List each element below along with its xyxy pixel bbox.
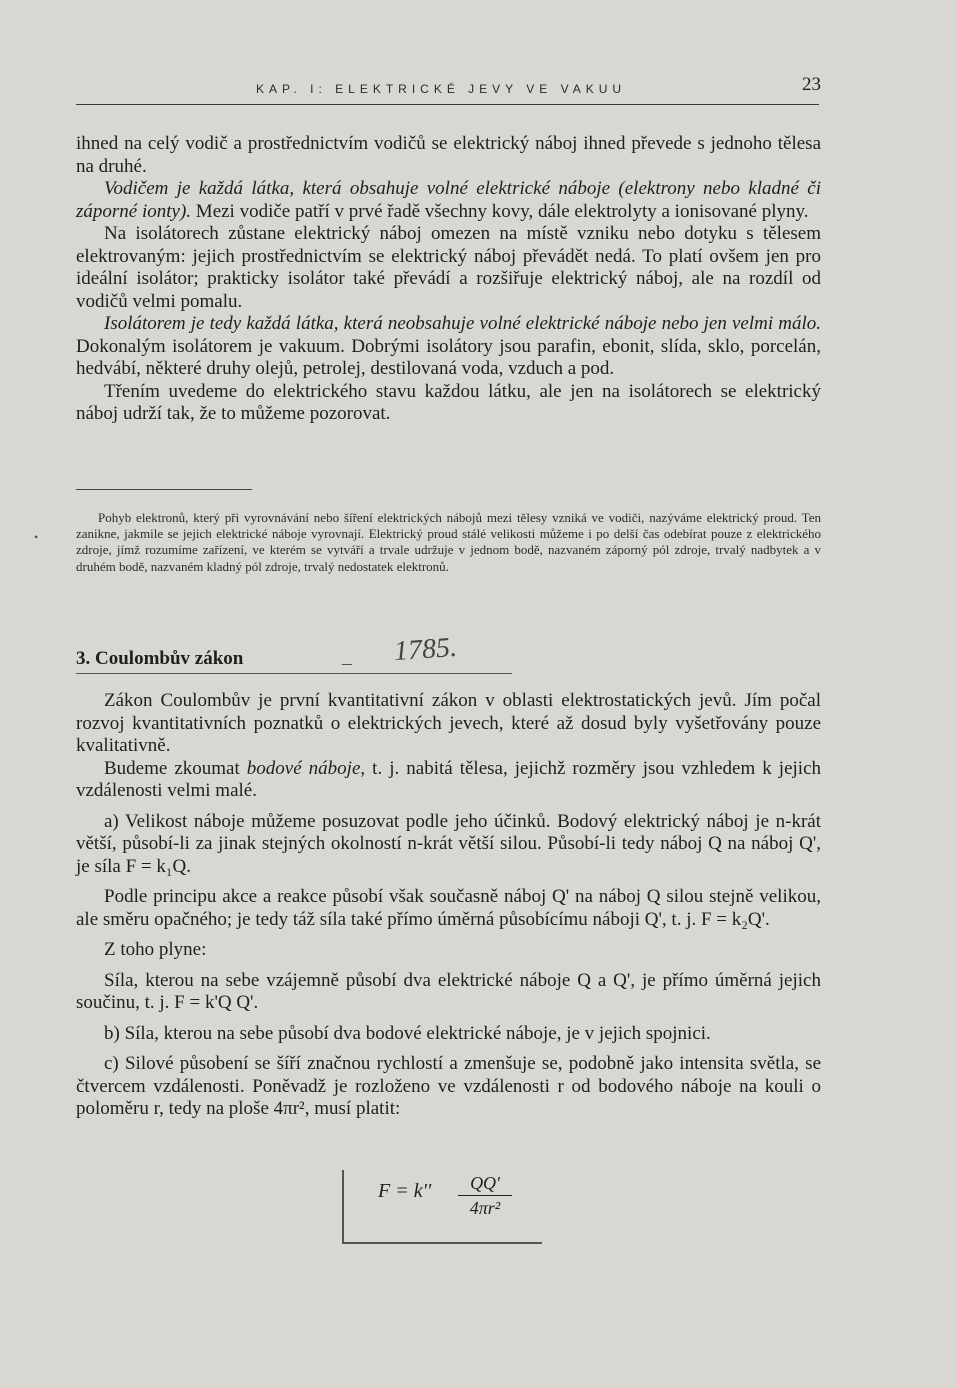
page-number: 23 — [802, 74, 821, 95]
formula-lhs: F = k'' — [378, 1180, 432, 1202]
pencil-annotation-year: 1785. — [392, 631, 458, 668]
paragraph-text: Dokonalým isolátorem je vakuum. Dobrými isolátory jsou parafin, ebonit, slída, sklo, porcelán, hedvábí, některé druhy olejů, petrolej, destilovaná voda, vzduch a pod. — [76, 335, 821, 379]
section-title: 3. Coulombův zákon — [76, 648, 244, 669]
paragraph: ihned na celý vodič a prostřednictvím vodičů se elektrický náboj ihned převede s jednoho tělesa na druhé. — [76, 133, 821, 177]
paragraph: a) Velikost náboje můžeme posuzovat podle jeho účinků. Bodový elektrický náboj je n-krát větší, působí-li za jinak stejných okolností n-krát větší silou. Působí-li tedy náboj Q na náboj Q', je síla F = k₁Q. — [76, 810, 821, 877]
margin-mark: • — [34, 530, 39, 544]
pencil-annotation-dash: – — [342, 652, 352, 674]
paragraph — [76, 758, 821, 803]
paragraph: Z toho plyne: — [104, 939, 207, 960]
paragraph: c) Silové působení se šíří značnou rychlostí a zmenšuje se, podobně jako intensita světla, se čtvercem vzdálenosti. Poněvadž je rozloženo ve vzdálenosti r od bodového náboje na kouli o poloměru r, tedy na ploše 4πr², musí platit: — [76, 1053, 821, 1119]
upper-text-block — [76, 133, 821, 426]
formula-denominator: 4πr² — [469, 1198, 501, 1218]
section-underline — [76, 673, 512, 674]
notes-divider — [76, 489, 252, 490]
term-emphasis: bodové náboje — [246, 757, 361, 779]
paragraph — [76, 178, 821, 223]
paragraph: Zákon Coulombův je první kvantitativní zákon v oblasti elektrostatických jevů. Jím počal rozvoj kvantitativních poznatků o elektrických jevech, které až dosud byly vyšetřovány pouze kvalitativně. — [76, 690, 821, 756]
lower-text-block — [76, 690, 821, 1121]
paragraph: b) Síla, kterou na sebe působí dva bodové elektrické náboje, je v jejich spojnici. — [104, 1022, 711, 1044]
paragraph: Třením uvedeme do elektrického stavu každou látku, ale jen na isolátorech se elektrický náboj udrží tak, že to můžeme pozorovat. — [76, 380, 821, 424]
paragraph-text: , t. j. nabitá tělesa, jejichž rozměry jsou vzhledem k jejich vzdálenosti velmi malé. — [76, 757, 822, 801]
running-head: KAP. I: ELEKTRICKÉ JEVY VE VAKUU — [256, 82, 627, 96]
page-header — [76, 74, 819, 105]
definition-emphasis: Isolátorem je tedy každá látka, která neobsahuje volné elektrické náboje nebo jen velmi málo. — [104, 313, 821, 334]
formula-numerator: QQ' — [458, 1171, 512, 1196]
paragraph — [76, 313, 821, 381]
paragraph: Podle principu akce a reakce působí však současně náboj Q' na náboj Q silou stejně velikou, ale směru opačného; je tedy táž síla také přímo úměrná působícímu náboji Q', t. j. F = k₂Q'. — [76, 886, 821, 930]
paragraph: Síla, kterou na sebe vzájemně působí dva elektrické náboje Q a Q', je přímo úměrná jejich součinu, t. j. F = k'Q Q'. — [76, 969, 821, 1013]
formula-fraction — [458, 1171, 512, 1220]
small-print-note — [76, 510, 821, 575]
paragraph: Na isolátorech zůstane elektrický náboj omezen na místě vzniku nebo dotyku s tělesem elektrovaným: jejich prostřednictvím se elektrický náboj převádět nedá. To platí ovšem jen pro ideální isolátor; prakticky isolátor také převádí a rozšiřuje elektrický náboj, ale na rozdíl od vodičů velmi pomalu. — [76, 223, 821, 312]
definition-emphasis: Vodičem je každá látka, která obsahuje volné elektrické náboje (elektrony nebo kladné či záporné ionty). — [76, 178, 821, 222]
paragraph-text: Budeme zkoumat — [104, 757, 247, 779]
note-paragraph: Pohyb elektronů, který při vyrovnávání nebo šíření elektrických nábojů mezi tělesy vzniká ve vodiči, nazýváme elektrický proud. Ten zanikne, jakmile se jejich elektrické náboje vyrovnají. Elektrický proud stálé velikosti můžeme i po delší čas odebírat pouze z elektrického zdroje, jímž rozumíme zařízení, ve kterém se vytváří a trvale udržuje v jednom bodě, nazvaném záporný pól zdroje, trvalý nadbytek a v druhém bodě, nazvaném kladný pól zdroje, trvalý nedostatek elektronů. — [76, 510, 821, 574]
paragraph-text: Mezi vodiče patří v prvé řadě všechny kovy, dále elektrolyty a ionisované plyny. — [191, 200, 809, 222]
formula-pencil-box — [342, 1170, 542, 1244]
